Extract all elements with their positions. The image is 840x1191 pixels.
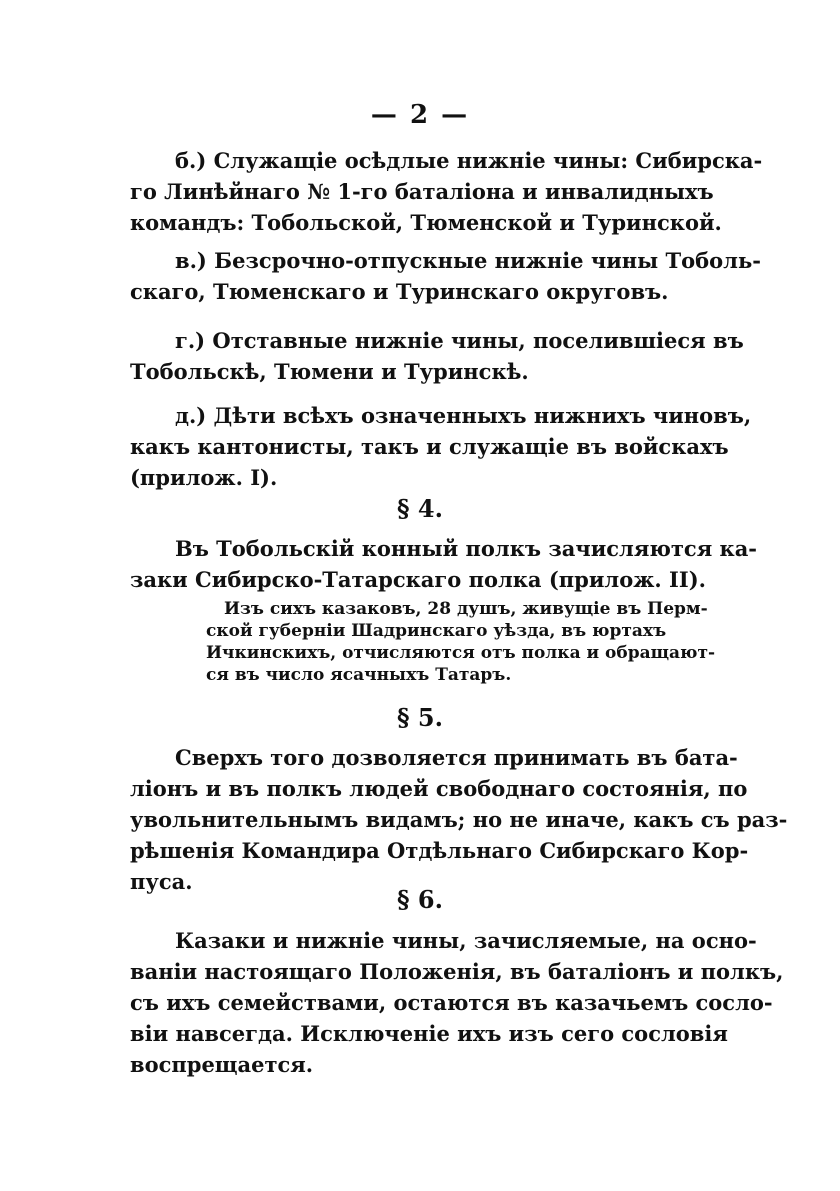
text-line: в.) Безсрочно-отпускные нижніе чины Тоболь-	[175, 248, 761, 273]
text-line: ской губерніи Шадринскаго уѣзда, въ юртахъ	[206, 621, 667, 641]
list-item-d	[130, 400, 752, 493]
text-line: Въ Тобольскій конный полкъ зачисляются ка-	[175, 536, 758, 561]
page-number: — 2 —	[370, 100, 470, 130]
text-line: г.) Отставные нижніе чины, поселившіеся въ	[175, 328, 744, 353]
text-line: пуса.	[130, 869, 193, 894]
text-line: Изъ сихъ казаковъ, 28 душъ, живущіе въ Перм-	[224, 599, 708, 619]
text-line: ліонъ и въ полкъ людей свободнаго состоянія, по	[130, 776, 748, 801]
section-heading-6: § 6.	[397, 885, 443, 914]
text-line: заки Сибирско-Татарскаго полка (прилож. II).	[130, 567, 706, 592]
section-heading-5: § 5.	[397, 703, 443, 732]
section-4-note	[206, 598, 716, 686]
text-line: ваніи настоящаго Положенія, въ баталіонъ и полкъ,	[130, 959, 784, 984]
section-heading-4: § 4.	[397, 494, 443, 523]
section-6-paragraph	[130, 925, 784, 1080]
text-line: Тобольскѣ, Тюмени и Туринскѣ.	[130, 359, 529, 384]
text-line: го Линѣйнаго № 1-го баталіона и инвалидныхъ	[130, 179, 714, 204]
text-line: какъ кантонисты, такъ и служащіе въ войскахъ	[130, 434, 729, 459]
list-item-g	[130, 325, 744, 387]
text-line: віи навсегда. Исключеніе ихъ изъ сего сословія	[130, 1021, 728, 1046]
list-item-v	[130, 245, 761, 307]
text-line: (прилож. I).	[130, 465, 278, 490]
text-line: рѣшенія Командира Отдѣльнаго Сибирскаго Кор-	[130, 838, 749, 863]
text-line: д.) Дѣти всѣхъ означенныхъ нижнихъ чиновъ,	[175, 403, 752, 428]
text-line: б.) Служащіе осѣдлые нижніе чины: Сибирска-	[175, 148, 763, 173]
text-line: скаго, Тюменскаго и Туринскаго округовъ.	[130, 279, 669, 304]
text-line: Ичкинскихъ, отчисляются отъ полка и обращают-	[206, 643, 716, 663]
text-line: увольнительнымъ видамъ; но не иначе, какъ съ раз-	[130, 807, 788, 832]
text-line: съ ихъ семействами, остаются въ казачьемъ сосло-	[130, 990, 773, 1015]
section-4-paragraph	[130, 533, 758, 595]
text-line: воспрещается.	[130, 1052, 314, 1077]
text-line: Сверхъ того дозволяется принимать въ бата-	[175, 745, 738, 770]
section-5-paragraph	[130, 742, 788, 897]
text-line: командъ: Тобольской, Тюменской и Туринской.	[130, 210, 722, 235]
text-line: Казаки и нижніе чины, зачисляемые, на осно-	[175, 928, 757, 953]
text-line: ся въ число ясачныхъ Татаръ.	[206, 665, 512, 685]
list-item-b	[130, 145, 763, 238]
